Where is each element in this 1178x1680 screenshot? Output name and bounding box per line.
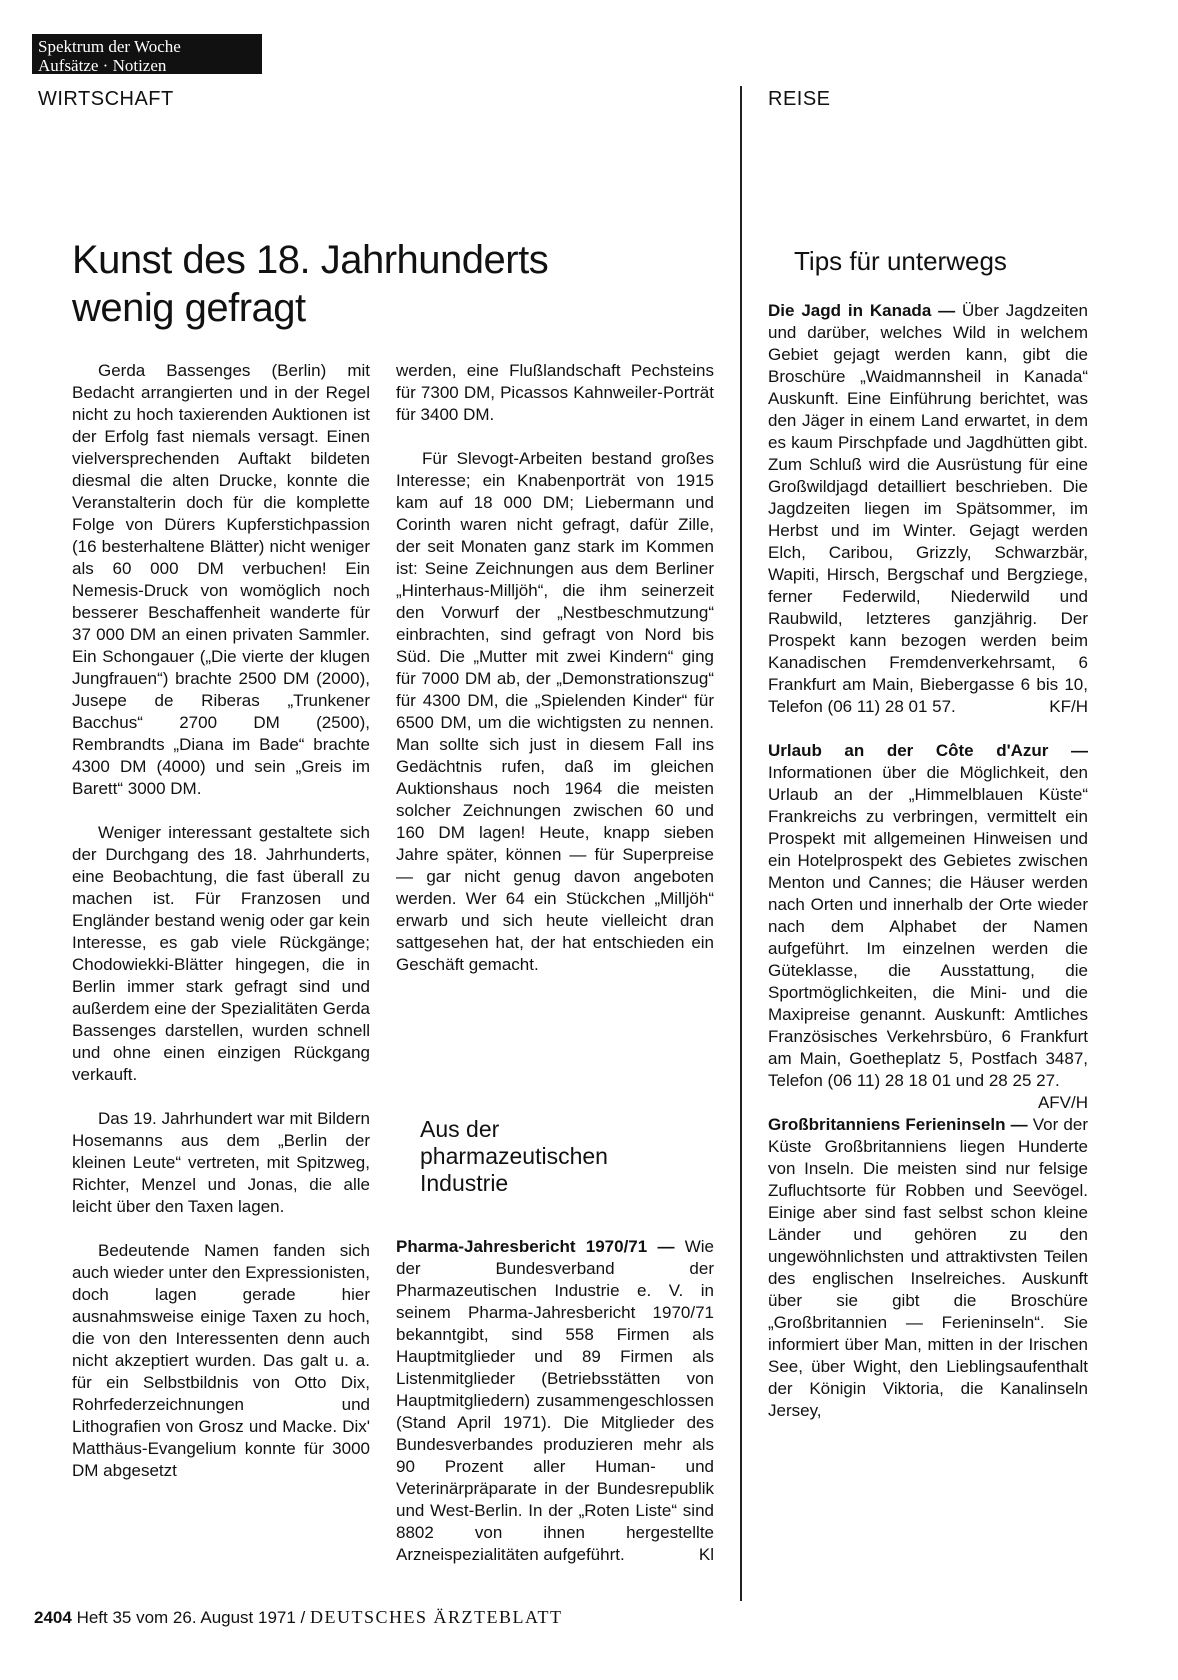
tips-item — [768, 300, 1088, 718]
article-paragraph: Bedeutende Namen fanden sich auch wieder unter den Expressionisten, doch lagen gerade hier ausnahmsweise einige Taxen zu hoch, die von den Interessenten denn auch nicht akzeptiert wurden. Das galt u. a. für ein Selbstbildnis von Otto Dix, Rohrfederzeichnungen und Lithografien von Grosz und Macke. Dix' Matthäus-Evangelium konnte für 3000 DM abgesetzt — [72, 1241, 370, 1480]
section-label-wirtschaft: WIRTSCHAFT — [38, 88, 174, 110]
article-paragraph: werden, eine Flußlandschaft Pechsteins für 7300 DM, Picassos Kahnweiler-Porträt für 3400 DM. — [396, 361, 714, 424]
tips-item-lead: Die Jagd in Kanada — — [768, 301, 956, 320]
pharma-signature: Kl — [698, 1545, 714, 1564]
pharma-body: Wie der Bundesverband der Pharmazeutischen Industrie e. V. in seinem Pharma-Jahresbericht 1970/71 bekanntgibt, sind 558 Firmen als Hauptmitglieder und 89 Firmen als Listenmitglieder (Betriebsstätten von Hauptmitgliedern) zusammengeschlossen (Stand April 1971). Die Mitglieder des Bundesverbandes produzieren mehr als 90 Prozent aller Human- und Veterinärpräparate in der Bundesrepublik und West-Berlin. In der „Roten Liste“ sind 8802 von ihnen hergestellte Arzneispezialitäten aufgeführt. — [396, 1237, 714, 1564]
tips-item-lead: Großbritanniens Ferieninseln — — [768, 1115, 1028, 1134]
tips-heading: Tips für unterwegs — [794, 246, 1007, 276]
article-column-2 — [396, 360, 714, 998]
tips-item — [768, 1114, 1088, 1422]
tips-item-signature: KF/H — [1049, 697, 1088, 716]
article-column-1 — [72, 360, 370, 1504]
article-paragraph: Gerda Bassenges (Berlin) mit Bedacht arrangierten und in der Regel nicht zu hoch taxierenden Auktionen ist der Erfolg fast niemals versagt. Einen vielversprechenden Auftakt bildeten diesmal die alten Drucke, konnte die Veranstalterin doch für die komplette Folge von Dürers Kupferstichpassion (16 besterhaltene Blätter) nicht weniger als 60 000 DM verbuchen! Ein Nemesis-Druck von womöglich noch besserer Beschaffenheit wanderte für 37 000 DM an einen privaten Sammler. Ein Schongauer („Die vierte der klugen Jungfrauen“) brachte 2500 DM (2000), Jusepe de Riberas „Trunkener Bacchus“ 2700 DM (2500), Rembrandts „Diana im Bade“ brachte 4300 DM (4000) und sein „Greis im Barett“ 3000 DM. — [72, 361, 370, 798]
page-footer — [34, 1606, 563, 1629]
tips-item — [768, 740, 1088, 1112]
article-headline — [72, 236, 712, 332]
masthead-line-2: Aufsätze · Notizen — [38, 56, 167, 74]
tips-item-body: Vor der Küste Großbritanniens liegen Hunderte von Inseln. Die meisten sind nur felsige Zufluchtsorte für Robben und Seevögel. Einige aber sind fast selbst schon kleine Länder und gehören zu den ungewöhnlichsten und attraktivsten Teilen des englischen Inselreiches. Auskunft über sie gibt die Broschüre „Großbritannien — Ferieninseln“. Sie informiert über Man, mitten in der Irischen See, über Wight, den Lieblingsaufenthalt der Königin Viktoria, die Kanalinseln Jersey, — [768, 1115, 1088, 1420]
tips-item-signature: AFV/H — [1037, 1093, 1088, 1112]
masthead-line-1: Spektrum der Woche — [38, 37, 181, 56]
pharma-column — [396, 1236, 714, 1588]
masthead — [32, 34, 262, 74]
tips-column — [768, 300, 1088, 1444]
article-paragraph: Weniger interessant gestaltete sich der Durchgang des 18. Jahrhunderts, eine Beobachtung, die fast überall zu machen ist. Für Franzosen und Engländer bestand wenig oder gar kein Interesse, es gab viele Rückgänge; Chodowiekki-Blätter hingegen, die in Berlin immer stark gefragt sind und außerdem eine der Spezialitäten Gerda Bassenges darstellen, wurden schnell und ohne einen einzigen Rückgang verkauft. — [72, 823, 370, 1084]
pharma-heading: Aus der pharmazeutischen Industrie — [420, 1116, 608, 1196]
section-label-reise: REISE — [768, 88, 831, 110]
page-number: 2404 — [34, 1608, 72, 1627]
column-divider — [740, 86, 742, 1601]
tips-item-body: Informationen über die Möglichkeit, den Urlaub an der „Himmelblauen Küste“ Frankreichs zu verbringen, vermittelt ein Prospekt mit allgemeinen Hinweisen und ein Hotelprospekt des Gebietes zwischen Menton und Cannes; die Häuser werden nach Orten und innerhalb der Orte wieder nach dem Alphabet der Namen aufgeführt. Im einzelnen werden die Güteklasse, die Ausstattung, die Sportmöglichkeiten, die Mini- und die Maxipreise genannt. Auskunft: Amtliches Französisches Verkehrsbüro, 6 Frankfurt am Main, Goetheplatz 5, Postfach 3487, Telefon (06 11) 28 18 01 und 28 25 27. — [768, 763, 1088, 1090]
headline-line-2: wenig gefragt — [72, 286, 306, 330]
headline-line-1: Kunst des 18. Jahrhunderts — [72, 238, 549, 282]
article-paragraph: Für Slevogt-Arbeiten bestand großes Interesse; ein Knabenporträt von 1915 kam auf 18 000 DM; Liebermann und Corinth waren nicht gefragt, dafür Zille, der seit Monaten ganz stark im Kommen ist: Seine Zeichnungen aus dem Berliner „Hinterhaus-Milljöh“, die ihm seinerzeit den Vorwurf der „Nestbeschmutzung“ einbrachten, sind gefragt von Nord bis Süd. Die „Mutter mit zwei Kindern“ ging für 7000 DM ab, der „Demonstrationszug“ für 4300 DM, die „Spielenden Kinder“ für 6500 DM, um die wichtigsten zu nennen. Man sollte sich just in diesem Fall ins Gedächtnis rufen, daß im gleichen Auktionshaus noch 1964 die meisten solcher Zeichnungen zwischen 60 und 160 DM lagen! Heute, knapp sieben Jahre später, können — für Superpreise — gar nicht genug davon angeboten werden. Wer 64 ein Stückchen „Milljöh“ erwarb und sich heute vielleicht dran sattgesehen hat, der hat entschieden ein Geschäft gemacht. — [396, 449, 714, 974]
article-paragraph: Das 19. Jahrhundert war mit Bildern Hosemanns aus dem „Berlin der kleinen Leute“ vertreten, mit Spitzweg, Richter, Menzel und Jonas, die alle leicht über den Taxen lagen. — [72, 1109, 370, 1216]
issue-info: Heft 35 vom 26. August 1971 / — [76, 1608, 306, 1627]
journal-name: DEUTSCHES ÄRZTEBLATT — [310, 1607, 563, 1627]
pharma-lead: Pharma-Jahresbericht 1970/71 — — [396, 1237, 675, 1256]
tips-item-body: Über Jagdzeiten und darüber, welches Wild in welchem Gebiet gejagt werden kann, gibt die Broschüre „Waidmannsheil in Kanada“ Auskunft. Eine Einführung berichtet, was den Jäger in einem Land erwartet, in dem es kaum Pirschpfade und Jagdhütten gibt. Zum Schluß wird die Ausrüstung für eine Großwildjagd detailliert beschrieben. Die Jagdzeiten liegen im Spätsommer, im Herbst und im Winter. Gejagt werden Elch, Caribou, Grizzly, Schwarzbär, Wapiti, Hirsch, Bergschaf und Bergziege, ferner Federwild, Niederwild und Raubwild, letzteres ganzjährig. Der Prospekt kann bezogen werden beim Kanadischen Fremdenverkehrsamt, 6 Frankfurt am Main, Biebergasse 6 bis 10, Telefon (06 11) 28 01 57. — [768, 301, 1088, 716]
tips-item-lead: Urlaub an der Côte d'Azur — — [768, 741, 1088, 760]
pharma-paragraph — [396, 1236, 714, 1566]
